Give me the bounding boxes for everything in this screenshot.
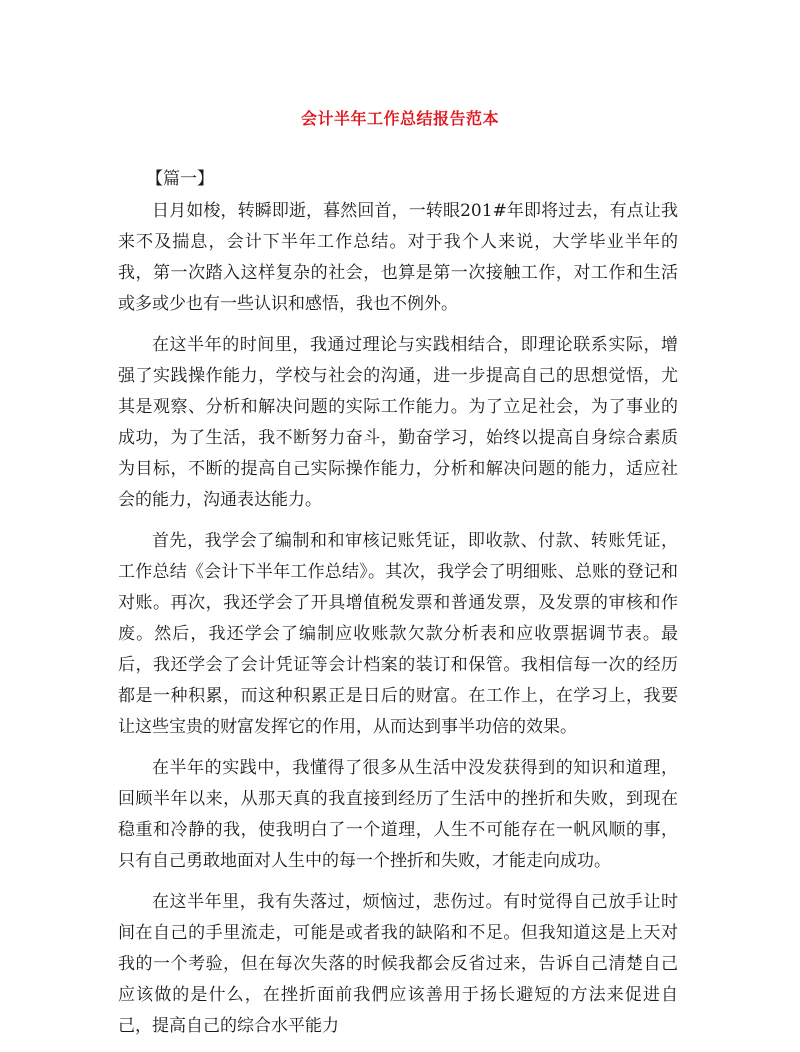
paragraph-2: 在这半年的时间里，我通过理论与实践相结合，即理论联系实际，增强了实践操作能力，学校与社会的沟通，进一步提高自己的思想觉悟，尤其是观察、分析和解决问题的实际工作能力。为了立足社会，为了事业的成功，为了生活，我不断努力奋斗，勤奋学习，始终以提高自身综合素质为目标，不断的提高自己实际操作能力，分析和解决问题的能力，适应社会的能力，沟通表达能力。 xyxy=(118,335,678,510)
document-title: 会计半年工作总结报告范本 xyxy=(300,109,499,128)
paragraph-1: 日月如梭，转瞬即逝，暮然回首，一转眼201#年即将过去，有点让我来不及揣息，会计下半年工作总结。对于我个人来说，大学毕业半年的我，第一次踏入这样复杂的社会，也算是第一次接触工作，对工作和生活或多或少也有一些认识和感悟，我也不例外。 xyxy=(118,201,678,314)
paragraph-4: 在半年的实践中，我懂得了很多从生活中没发获得到的知识和道理，回顾半年以来，从那天真的我直接到经历了生活中的挫折和失败，到现在稳重和冷静的我，使我明白了一个道理，人生不可能存在一帆风顺的事，只有自己勇敢地面对人生中的每一个挫折和失败，才能走向成功。 xyxy=(118,758,678,871)
paragraph-5: 在这半年里，我有失落过，烦恼过，悲伤过。有时觉得自己放手让时间在自己的手里流走，可能是或者我的缺陷和不足。但我知道这是上天对我的一个考验，但在每次失落的时候我都会反省过来，告诉自己清楚自己应该做的是什么，在挫折面前我們应该善用于扬长避短的方法来促进自己，提高自己的综合水平能力 xyxy=(118,892,678,1036)
document-body xyxy=(118,162,678,1052)
paragraph-3: 首先，我学会了编制和和审核记账凭证，即收款、付款、转账凭证，工作总结《会计下半年工作总结》。其次，我学会了明细账、总账的登记和对账。再次，我还学会了开具增值税发票和普通发票，及发票的审核和作废。然后，我还学会了编制应收账款欠款分析表和应收票据调节表。最后，我还学会了会计凭证等会计档案的装订和保管。我相信每一次的经历都是一种积累，而这种积累正是日后的财富。在工作上，在学习上，我要让这些宝贵的财富发挥它的作用，从而达到事半功倍的效果。 xyxy=(118,531,678,737)
section-label: 【篇一】 xyxy=(146,169,214,189)
